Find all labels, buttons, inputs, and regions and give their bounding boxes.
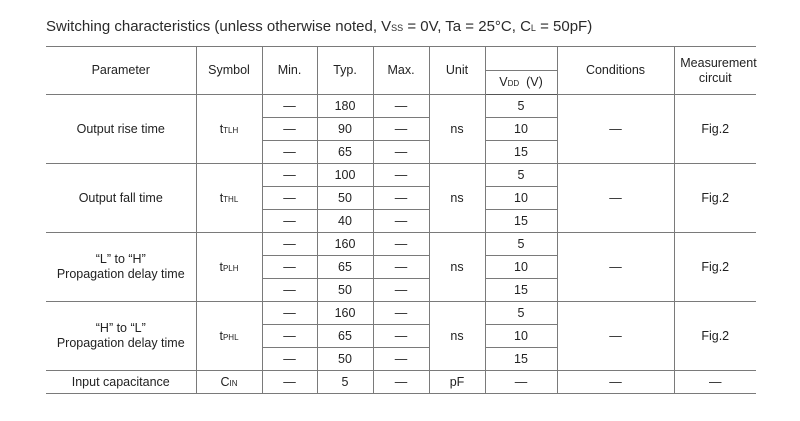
param-cell: [46, 233, 196, 302]
symbol-cell: [196, 233, 262, 302]
conditions-cell: —: [557, 302, 674, 371]
symbol-main: C: [220, 374, 230, 389]
min-cell: —: [262, 325, 317, 348]
symbol-subscript: PLH: [222, 263, 239, 273]
symbol-cell: [196, 164, 262, 233]
table-row-input-capacitance: [46, 371, 756, 394]
min-cell: —: [262, 256, 317, 279]
typ-cell: 5: [317, 371, 373, 394]
conditions-cell: —: [557, 95, 674, 164]
param-line: Output fall time: [78, 190, 163, 205]
param-line: “L” to “H”: [95, 252, 146, 266]
param-line: Output rise time: [76, 121, 165, 136]
param-cell: [46, 95, 196, 164]
unit-cell: ns: [429, 164, 485, 233]
typ-cell: 100: [317, 164, 373, 187]
unit-cell: pF: [429, 371, 485, 394]
max-cell: —: [373, 233, 429, 256]
header-min: Min.: [262, 47, 317, 95]
param-cell: [46, 164, 196, 233]
symbol-cell: [196, 302, 262, 371]
max-cell: —: [373, 187, 429, 210]
vdd-cell: 5: [485, 95, 557, 118]
typ-cell: 65: [317, 325, 373, 348]
header-measurement-text: Measurement circuit: [680, 55, 757, 85]
conditions-cell: —: [557, 164, 674, 233]
table-row: [46, 233, 756, 256]
vdd-cell: 5: [485, 302, 557, 325]
symbol-subscript: IN: [229, 378, 238, 388]
param-line: Propagation delay time: [56, 267, 185, 281]
param-line: Propagation delay time: [56, 336, 185, 350]
switching-characteristics-table: [46, 46, 756, 394]
typ-cell: 160: [317, 302, 373, 325]
symbol-subscript: PHL: [222, 332, 239, 342]
conditions-cell: —: [557, 371, 674, 394]
min-cell: —: [262, 233, 317, 256]
max-cell: —: [373, 371, 429, 394]
max-cell: —: [373, 210, 429, 233]
max-cell: —: [373, 279, 429, 302]
caption-text: = 50pF): [535, 18, 593, 35]
table-row: [46, 95, 756, 118]
caption-text: = 0V, Ta = 25°C, C: [403, 18, 531, 35]
min-cell: —: [262, 164, 317, 187]
circuit-cell: Fig.2: [674, 95, 756, 164]
param-cell: Input capacitance: [46, 371, 196, 394]
max-cell: —: [373, 118, 429, 141]
header-symbol: Symbol: [196, 47, 262, 95]
circuit-cell: Fig.2: [674, 164, 756, 233]
vdd-cell: 15: [485, 210, 557, 233]
vdd-subscript: DD: [507, 79, 520, 88]
symbol-subscript: TLH: [223, 125, 239, 135]
max-cell: —: [373, 95, 429, 118]
min-cell: —: [262, 118, 317, 141]
circuit-cell: Fig.2: [674, 302, 756, 371]
unit-cell: ns: [429, 233, 485, 302]
min-cell: —: [262, 95, 317, 118]
header-measurement-circuit: [674, 47, 756, 95]
min-cell: —: [262, 302, 317, 325]
symbol-cell: [196, 371, 262, 394]
caption-cl-subscript: L: [530, 23, 536, 33]
vdd-cell: 10: [485, 118, 557, 141]
max-cell: —: [373, 325, 429, 348]
vdd-cell: —: [485, 371, 557, 394]
vdd-cell: 10: [485, 256, 557, 279]
unit-cell: ns: [429, 95, 485, 164]
typ-cell: 40: [317, 210, 373, 233]
circuit-cell: Fig.2: [674, 233, 756, 302]
max-cell: —: [373, 256, 429, 279]
symbol-subscript: THL: [223, 194, 239, 204]
table-row: [46, 302, 756, 325]
header-typ: Typ.: [317, 47, 373, 95]
header-conditions: Conditions: [557, 47, 674, 95]
vdd-cell: 10: [485, 187, 557, 210]
typ-cell: 180: [317, 95, 373, 118]
vdd-cell: 15: [485, 141, 557, 164]
vdd-main: V: [499, 75, 508, 89]
typ-cell: 90: [317, 118, 373, 141]
max-cell: —: [373, 164, 429, 187]
unit-cell: ns: [429, 302, 485, 371]
caption-vss-subscript: SS: [391, 23, 404, 33]
vdd-unit: (V): [526, 75, 543, 89]
typ-cell: 160: [317, 233, 373, 256]
max-cell: —: [373, 348, 429, 371]
param-line: “H” to “L”: [95, 321, 146, 335]
typ-cell: 65: [317, 256, 373, 279]
conditions-cell: —: [557, 233, 674, 302]
table-caption: [46, 18, 592, 35]
max-cell: —: [373, 302, 429, 325]
min-cell: —: [262, 348, 317, 371]
param-cell: [46, 302, 196, 371]
min-cell: —: [262, 210, 317, 233]
caption-text: Switching characteristics (unless otherwise noted, V: [46, 18, 392, 35]
header-vdd-spacer: [485, 47, 557, 71]
vdd-cell: 5: [485, 164, 557, 187]
min-cell: —: [262, 187, 317, 210]
vdd-cell: 15: [485, 348, 557, 371]
vdd-cell: 10: [485, 325, 557, 348]
vdd-cell: 5: [485, 233, 557, 256]
header-vdd: [485, 71, 557, 95]
symbol-main: t: [219, 259, 223, 274]
min-cell: —: [262, 371, 317, 394]
vdd-cell: 15: [485, 279, 557, 302]
circuit-cell: —: [674, 371, 756, 394]
symbol-main: t: [219, 121, 224, 136]
symbol-main: t: [219, 328, 223, 343]
header-parameter: Parameter: [46, 47, 196, 95]
typ-cell: 65: [317, 141, 373, 164]
min-cell: —: [262, 279, 317, 302]
symbol-cell: [196, 95, 262, 164]
header-unit: Unit: [429, 47, 485, 95]
min-cell: —: [262, 141, 317, 164]
typ-cell: 50: [317, 348, 373, 371]
max-cell: —: [373, 141, 429, 164]
header-max: Max.: [373, 47, 429, 95]
typ-cell: 50: [317, 279, 373, 302]
typ-cell: 50: [317, 187, 373, 210]
symbol-main: t: [219, 190, 224, 205]
table-row: [46, 164, 756, 187]
